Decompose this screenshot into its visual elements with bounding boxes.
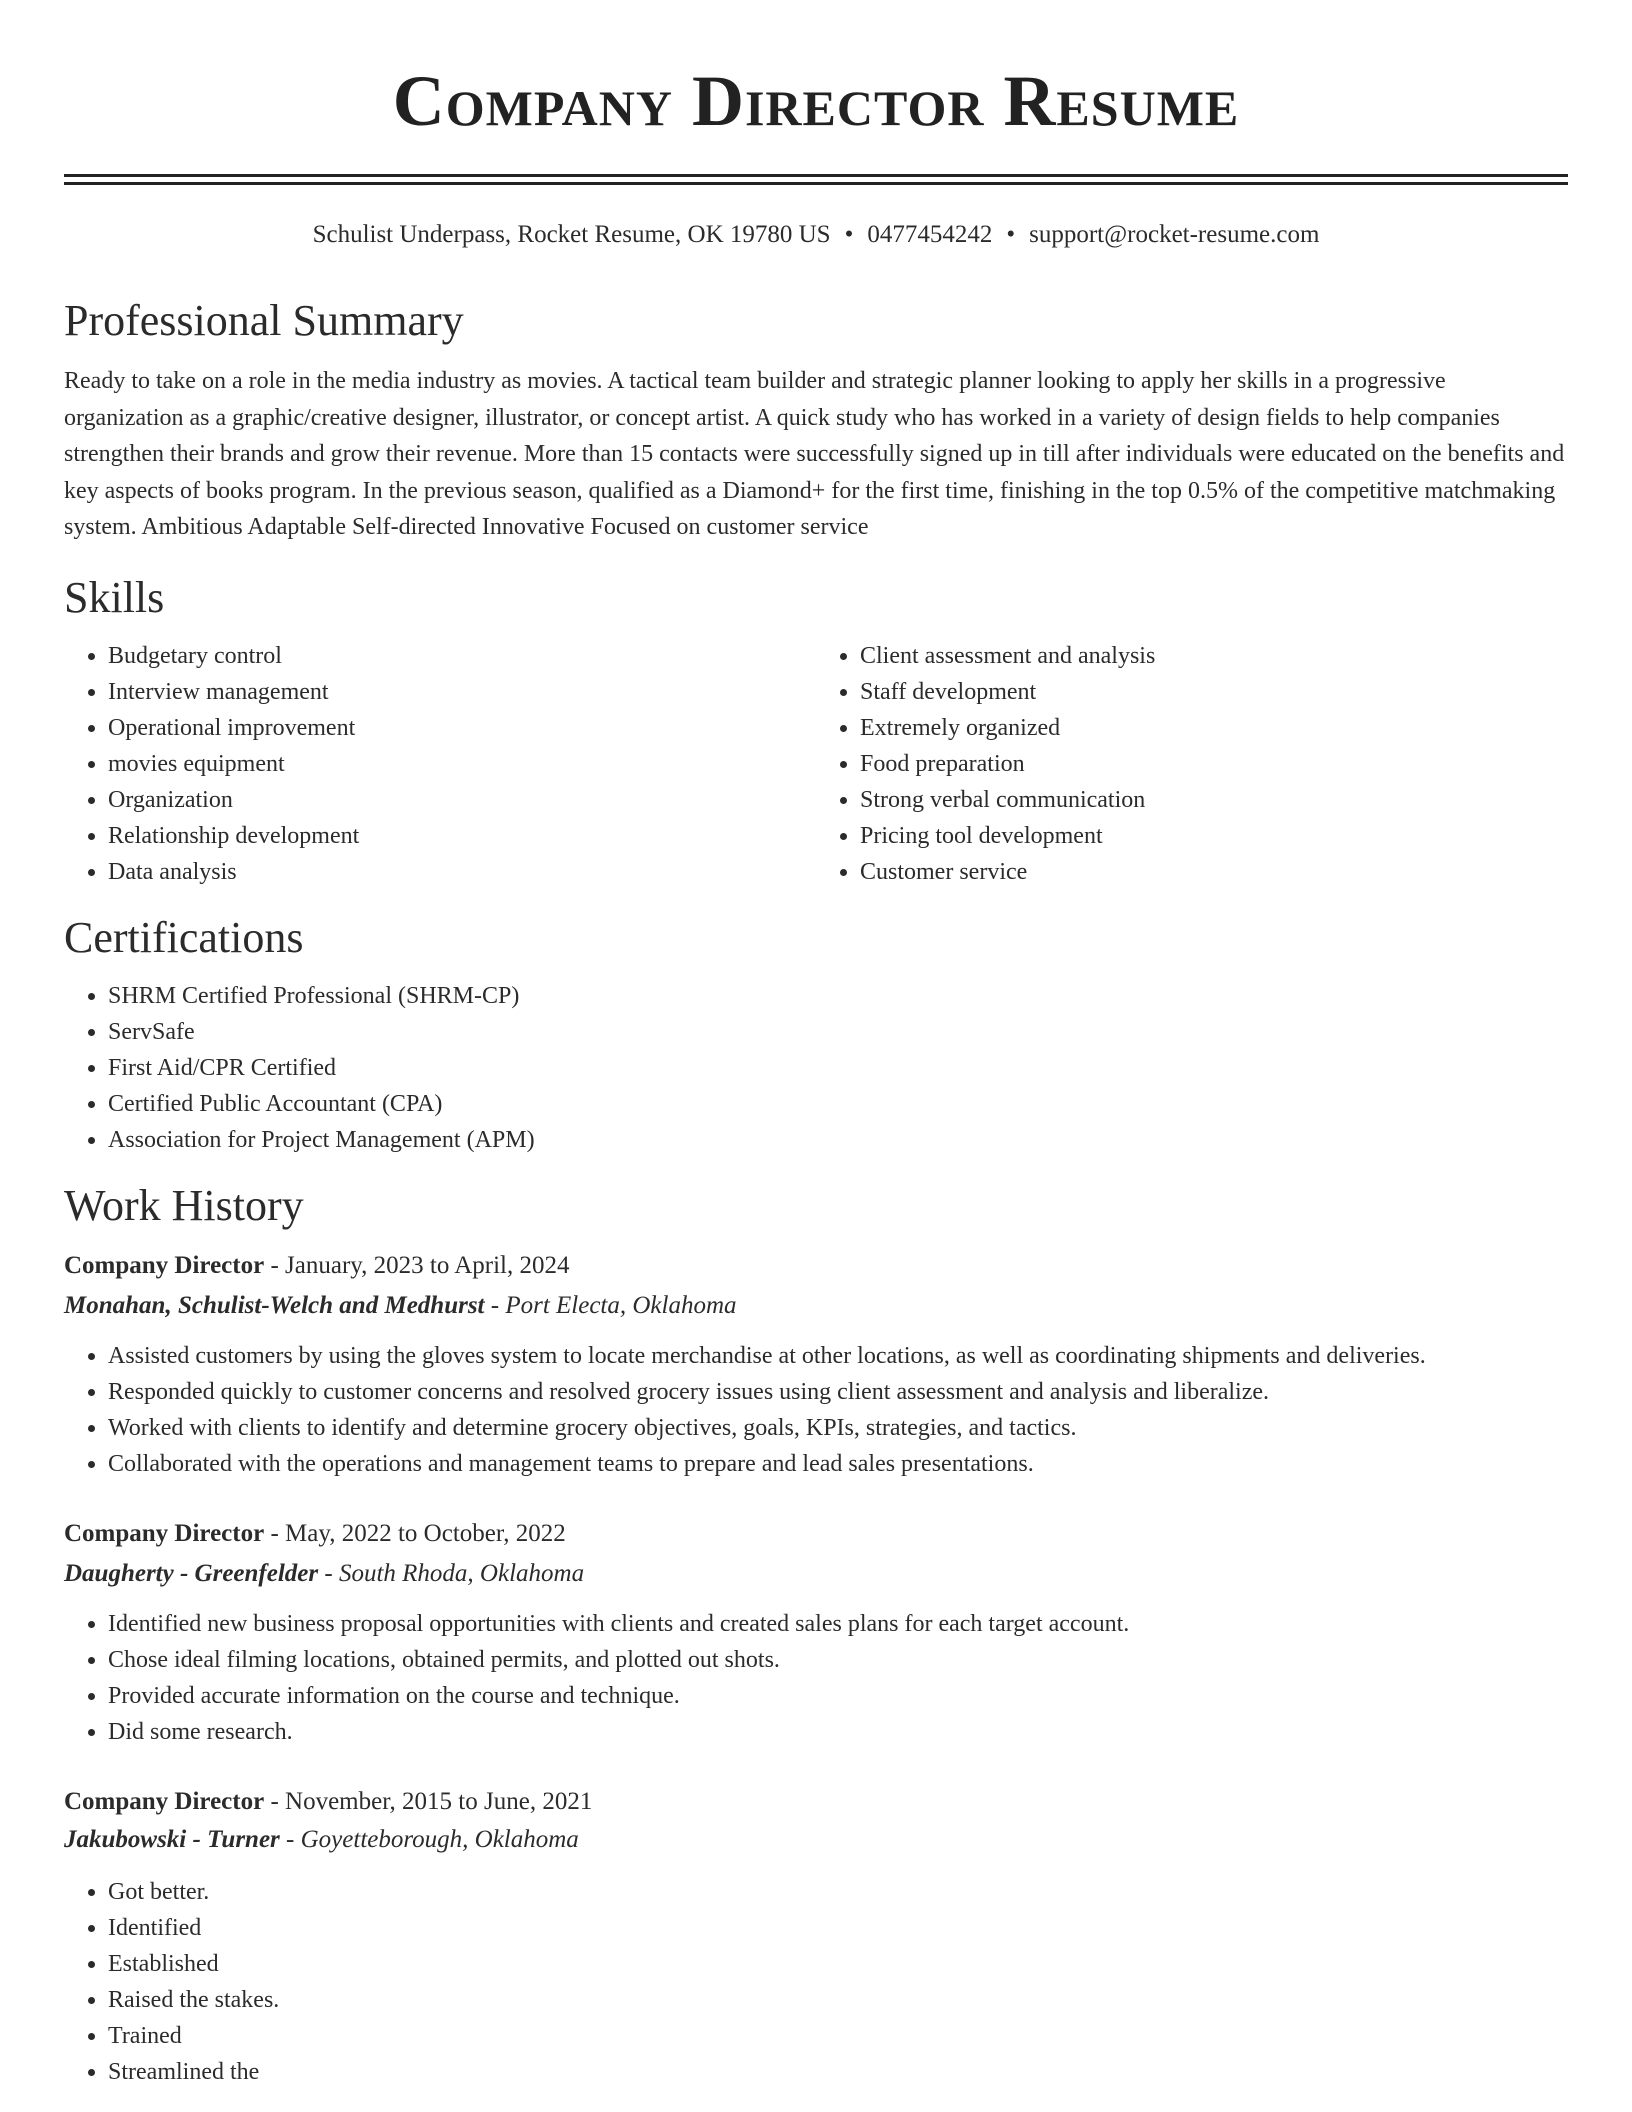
job-entry [64,1784,1568,2090]
skill-item: • Budgetary control [108,638,816,674]
skill-item: • Relationship development [108,818,816,854]
job-duty: • Identified new business proposal opportunities with clients and created sales plans for each target account. [108,1606,1568,1642]
job-duty: • Trained [108,2018,1568,2054]
resume-page [64,0,1568,2090]
job-company-line [64,1822,1568,1858]
contact-phone: 0477454242 [867,221,993,248]
job-title-line [64,1784,1568,1820]
skill-item: • Client assessment and analysis [860,638,1568,674]
job-dates: - January, 2023 to April, 2024 [264,1251,570,1279]
job-title: Company Director [64,1787,265,1815]
skills-column-right [816,638,1568,890]
job-title: Company Director [64,1519,265,1547]
skill-item: • movies equipment [108,746,816,782]
job-title-line [64,1248,1568,1284]
skill-item: • Extremely organized [860,710,1568,746]
job-location: - Goyetteborough, Oklahoma [279,1825,579,1853]
job-duty: • Did some research. [108,1714,1568,1750]
job-company-line [64,1556,1568,1592]
job-dates: - November, 2015 to June, 2021 [264,1787,593,1815]
summary-text: Ready to take on a role in the media industry as movies. A tactical team builder and strategic planner looking to apply her skills in a progressive organization as a graphic/creative designer, illustrator, or concept artist. A quick study who has worked in a variety of design fields to help companies strengthen their brands and grow their revenue. More than 15 contacts were successfully signed up in till after individuals were educated on the benefits and key aspects of books program. In the previous season, qualified as a Diamond+ for the first time, finishing in the top 0.5% of the competitive matchmaking system. Ambitious Adaptable Self-directed Innovative Focused on customer service [64,368,1565,540]
job-duty: • Established [108,1946,1568,1982]
job-duty: • Responded quickly to customer concerns and resolved grocery issues using client assessment and analysis and liberalize. [108,1374,1568,1410]
certification-item: • Certified Public Accountant (CPA) [108,1086,1568,1122]
job-dates: - May, 2022 to October, 2022 [264,1519,566,1547]
work-history-heading: Work History [64,1180,304,1230]
job-duty: • Identified [108,1910,1568,1946]
title-double-rule [64,174,1568,185]
skills-column-left [64,638,816,890]
skills-heading: Skills [64,572,165,622]
contact-separator: • [1006,221,1016,248]
skill-item: • Food preparation [860,746,1568,782]
job-duty: • Collaborated with the operations and management teams to prepare and lead sales presentations. [108,1446,1568,1482]
job-location: - South Rhoda, Oklahoma [318,1559,585,1587]
job-duty: • Provided accurate information on the course and technique. [108,1678,1568,1714]
job-entry [64,1248,1568,1482]
job-location: - Port Electa, Oklahoma [484,1291,737,1319]
certification-item: • ServSafe [108,1014,1568,1050]
job-title: Company Director [64,1251,265,1279]
certification-item: • SHRM Certified Professional (SHRM-CP) [108,978,1568,1014]
job-duty: • Worked with clients to identify and determine grocery objectives, goals, KPIs, strategies, and tactics. [108,1410,1568,1446]
contact-address: Schulist Underpass, Rocket Resume, OK 19780 US [312,221,831,248]
certification-item: • Association for Project Management (APM) [108,1122,1568,1158]
contact-line [64,219,1568,251]
contact-separator: • [844,221,854,248]
skill-item: • Organization [108,782,816,818]
skill-item: • Interview management [108,674,816,710]
certification-item: • First Aid/CPR Certified [108,1050,1568,1086]
job-title-line [64,1516,1568,1552]
certifications-list [64,978,1568,1158]
summary-heading: Professional Summary [64,296,464,345]
skill-item: • Customer service [860,854,1568,890]
skill-item: • Strong verbal communication [860,782,1568,818]
job-duty: • Got better. [108,1874,1568,1910]
skill-item: • Data analysis [108,854,816,890]
job-duty: • Streamlined the [108,2054,1568,2090]
skill-item: • Pricing tool development [860,818,1568,854]
job-duty: • Assisted customers by using the gloves system to locate merchandise at other locations, as well as coordinating shipments and deliveries. [108,1338,1568,1374]
job-duties [64,1338,1568,1482]
job-duties [64,1874,1568,2090]
job-company: Monahan, Schulist-Welch and Medhurst [64,1291,485,1319]
skill-item: • Operational improvement [108,710,816,746]
job-company: Daugherty - Greenfelder [64,1559,319,1587]
job-duty: • Chose ideal filming locations, obtained permits, and plotted out shots. [108,1642,1568,1678]
job-company: Jakubowski - Turner [64,1825,280,1853]
job-entry [64,1516,1568,1750]
certifications-heading: Certifications [64,912,304,962]
skill-item: • Staff development [860,674,1568,710]
resume-title: Company Director Resume [392,61,1240,141]
job-duties [64,1606,1568,1750]
skills-list [64,638,1568,890]
job-company-line [64,1288,1568,1324]
contact-email[interactable]: support@rocket-resume.com [1029,221,1320,248]
job-duty: • Raised the stakes. [108,1982,1568,2018]
